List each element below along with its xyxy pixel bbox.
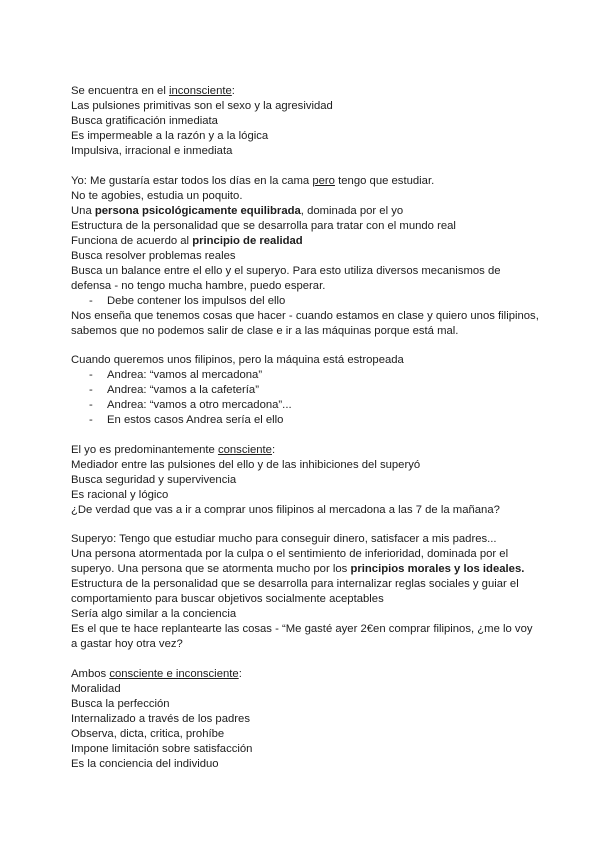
text-paragraph: Nos enseña que tenemos cosas que hacer - cuando estamos en clase y quiero unos filipinos, sabemos que no podemos salir de clase e ir a las máquinas porque está mal. [71,309,539,337]
list-item [71,368,541,383]
text-line: Busca gratificación inmediata [71,115,218,127]
text-line: Internalizado a través de los padres [71,712,250,725]
underlined-term: consciente e inconsciente [109,667,239,680]
bold-term: principio de realidad [192,234,303,247]
section-yo-consciente [71,443,541,518]
text-span: Una persona atormentada por la culpa o el sentimiento de inferioridad, dominada por el superyo. Una persona que se atormenta mucho por los [71,548,509,575]
heading-text: Ambos [71,667,110,680]
section-example [71,353,541,428]
text-line: No te agobies, estudia un poquito. [71,189,243,202]
text-line: Impulsiva, irracional e inmediata [71,145,233,157]
heading-consciente [71,443,541,458]
heading-ambos [71,667,541,682]
text-paragraph: Es el que te hace replantearte las cosas - “Me gasté ayer 2€en comprar filipinos, ¿me lo voy a gastar hoy otra vez? [71,623,533,650]
text-line: Superyo: Tengo que estudiar mucho para conseguir dinero, satisfacer a mis padres... [71,533,497,545]
document-body [71,84,541,786]
heading-text: El yo es predominantemente [71,443,218,456]
section-ello [71,84,541,159]
bold-term: persona psicológicamente equilibrada [94,204,301,217]
heading-colon: : [238,667,242,680]
underlined-term: consciente [217,443,272,456]
list-item [71,294,541,309]
list-item-text: Andrea: “vamos al mercadona” [107,369,263,381]
section-yo [71,174,541,339]
text-paragraph: Estructura de la personalidad que se desarrolla para internalizar reglas sociales y guiar el comportamiento para buscar objetivos socialmente aceptables [71,578,519,605]
text-line: Busca resolver problemas reales [71,249,236,262]
bold-term: principios morales y los ideales. [350,563,525,575]
text-span: Una [71,204,95,217]
text-line: Es racional y lógico [71,488,169,501]
text-line: Sería algo similar a la conciencia [71,608,237,620]
text-line: Busca la perfección [71,697,170,710]
heading-colon: : [231,85,235,97]
example-intro: Cuando queremos unos filipinos, pero la máquina está estropeada [71,354,404,366]
text-line: Observa, dicta, critica, prohíbe [71,727,225,740]
list-dash: - [89,399,93,411]
intro-text: Yo: Me gustaría estar todos los días en la cama [71,174,313,187]
list-dash: - [89,369,93,381]
list-item-text: Debe contener los impulsos del ello [107,294,286,307]
list-item [71,413,541,428]
section-ambos [71,667,541,772]
text-line: Las pulsiones primitivas son el sexo y la agresividad [71,100,333,112]
text-line [71,234,541,249]
underlined-term: inconsciente [168,85,232,97]
intro-text: tengo que estudiar. [334,174,435,187]
text-line: Mediador entre las pulsiones del ello y de las inhibiciones del superyó [71,458,421,471]
text-line: Es la conciencia del individuo [71,757,219,770]
text-span: , dominada por el yo [300,204,404,217]
text-span: Funciona de acuerdo al [71,234,193,247]
list-dash: - [89,414,93,426]
text-line: ¿De verdad que vas a ir a comprar unos filipinos al mercadona a las 7 de la mañana? [71,503,500,516]
heading-inconsciente [71,84,541,99]
list-item-text: Andrea: “vamos a la cafetería” [107,384,259,396]
list-item [71,398,541,413]
text-line: Busca seguridad y supervivencia [71,473,237,486]
yo-intro [71,174,541,189]
text-paragraph [71,547,541,577]
list-item-text: En estos casos Andrea sería el ello [107,414,284,426]
heading-text: Se encuentra en el [71,85,169,97]
text-paragraph: Busca un balance entre el ello y el superyo. Para esto utiliza diversos mecanismos de defensa - no tengo mucha hambre, puedo esperar. [71,264,501,292]
list-dash: - [89,384,93,396]
list-item [71,383,541,398]
list-dash: - [89,294,93,307]
underlined-term: pero [312,174,335,187]
text-line [71,204,541,219]
text-line: Estructura de la personalidad que se desarrolla para tratar con el mundo real [71,219,456,232]
text-line: Impone limitación sobre satisfacción [71,742,253,755]
heading-colon: : [271,443,276,456]
list-item-text: Andrea: “vamos a otro mercadona”... [107,399,292,411]
text-line: Es impermeable a la razón y a la lógica [71,130,269,142]
section-superyo [71,532,541,652]
text-line: Moralidad [71,682,121,695]
